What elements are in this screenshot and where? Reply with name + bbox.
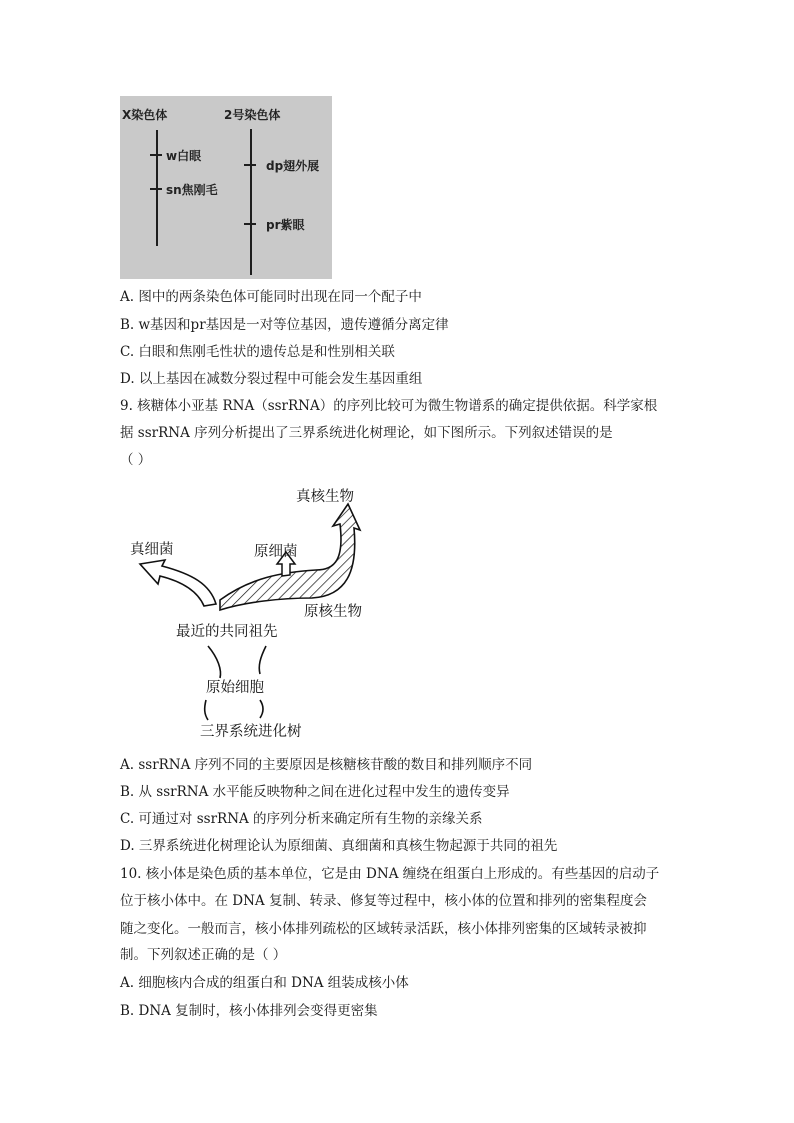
chr2-title: 2号染色体 <box>224 108 281 122</box>
chr2-line <box>250 129 252 275</box>
eubacteria-branch <box>140 560 216 606</box>
ancestor-to-cell-left <box>208 646 221 678</box>
x-chromosome-title: X染色体 <box>122 108 168 122</box>
ancestor-to-cell-right <box>259 646 266 674</box>
cell-to-tree-right <box>260 700 263 718</box>
q10-option-a: A. 细胞核内合成的组蛋白和 DNA 组装成核小体 <box>120 975 409 991</box>
pr-tick <box>244 223 256 225</box>
chromosome-figure <box>120 96 332 279</box>
gene-sn-label: sn焦刚毛 <box>166 183 218 197</box>
tree-caption: 三界系统进化树 <box>200 724 302 740</box>
q10-stem-line-4: 制。下列叙述正确的是（ ） <box>120 947 287 963</box>
sn-tick <box>150 188 162 190</box>
gene-w-label: w白眼 <box>166 149 202 163</box>
evolution-tree-figure <box>120 480 380 745</box>
q10-stem-line-1: 10. 核小体是染色质的基本单位，它是由 DNA 缠绕在组蛋白上形成的。有些基因的启动子 <box>120 866 660 882</box>
archaea-label: 原细菌 <box>254 544 298 560</box>
prokaryote-label: 原核生物 <box>304 604 362 620</box>
gene-dp-label: dp翅外展 <box>266 159 320 173</box>
q9-stem-line-2: 据 ssrRNA 序列分析提出了三界系统进化树理论，如下图所示。下列叙述错误的是 <box>120 425 613 441</box>
q9-stem-line-1: 9. 核糖体小亚基 RNA（ssrRNA）的序列比较可为微生物谱系的确定提供依据。科学家根 <box>120 398 658 414</box>
q8-option-c: C. 白眼和焦刚毛性状的遗传总是和性别相关联 <box>120 344 395 360</box>
q8-option-d: D. 以上基因在减数分裂过程中可能会发生基因重组 <box>120 371 423 387</box>
q10-stem-line-3: 随之变化。一般而言，核小体排列疏松的区域转录活跃，核小体排列密集的区域转录被抑 <box>120 921 647 937</box>
dp-tick <box>244 164 256 166</box>
q9-option-c: C. 可通过对 ssrRNA 的序列分析来确定所有生物的亲缘关系 <box>120 811 483 827</box>
q10-option-b: B. DNA 复制时，核小体排列会变得更密集 <box>120 1003 378 1019</box>
q9-option-b: B. 从 ssrRNA 水平能反映物种之间在进化过程中发生的遗传变异 <box>120 784 510 800</box>
q9-stem-line-3: （ ） <box>120 452 152 468</box>
q9-option-d: D. 三界系统进化树理论认为原细菌、真细菌和真核生物起源于共同的祖先 <box>120 838 558 854</box>
eukaryote-label: 真核生物 <box>296 489 354 505</box>
q10-stem-line-2: 位于核小体中。在 DNA 复制、转录、修复等过程中，核小体的位置和排列的密集程度会 <box>120 893 647 909</box>
q8-option-a: A. 图中的两条染色体可能同时出现在同一个配子中 <box>120 289 422 305</box>
w-tick <box>150 154 162 156</box>
primitive-cell-label: 原始细胞 <box>206 680 264 696</box>
cell-to-tree-left <box>205 700 208 720</box>
q9-option-a: A. ssrRNA 序列不同的主要原因是核糖核苷酸的数目和排列顺序不同 <box>120 757 533 773</box>
eubacteria-label: 真细菌 <box>130 542 174 558</box>
q8-option-b: B. w基因和pr基因是一对等位基因，遗传遵循分离定律 <box>120 317 449 333</box>
ancestor-label: 最近的共同祖先 <box>176 624 278 640</box>
gene-pr-label: pr紫眼 <box>266 218 305 232</box>
